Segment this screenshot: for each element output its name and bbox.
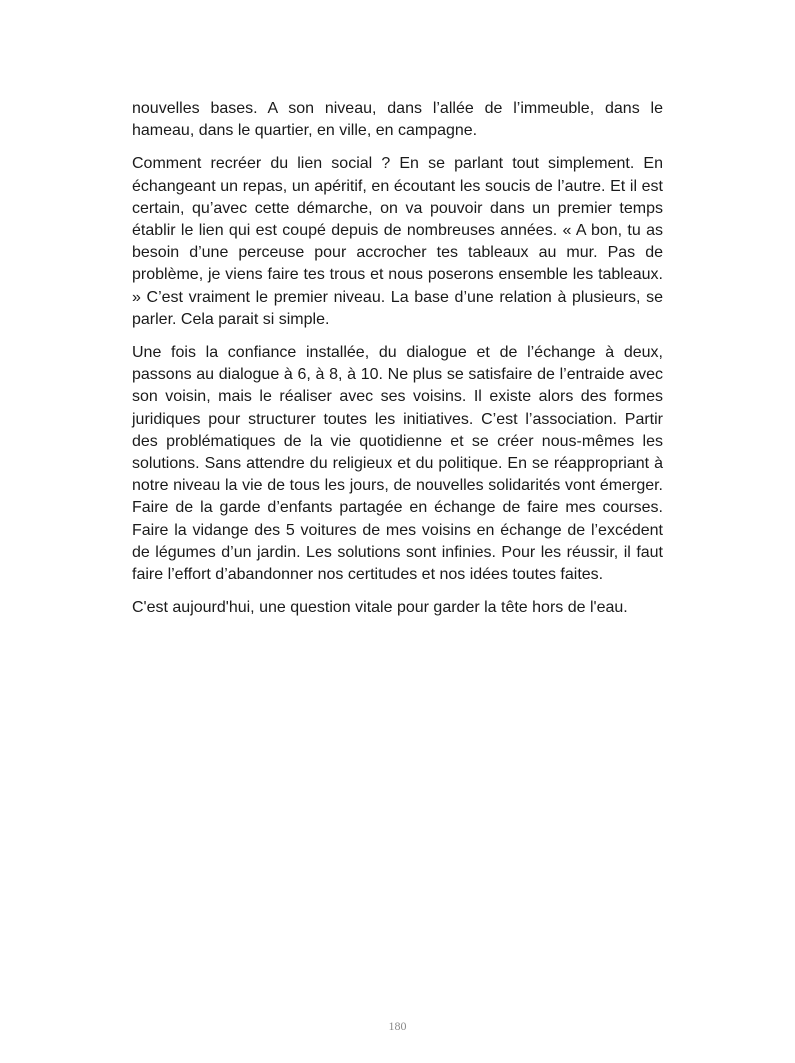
body-text: [132, 98, 663, 630]
paragraph-4: C'est aujourd'hui, une question vitale pour garder la tête hors de l'eau.: [132, 599, 628, 617]
paragraph-1: nouvelles bases. A son niveau, dans l’allée de l’immeuble, dans le hameau, dans le quartier, en ville, en campagne.: [132, 100, 663, 140]
paragraph-3: Une fois la confiance installée, du dialogue et de l’échange à deux, passons au dialogue à 6, à 8, à 10. Ne plus se satisfaire de l’entraide avec son voisin, mais le réaliser avec ses voisins. Il existe alors des formes juridiques pour structurer toutes les initiatives. C’est l’association. Partir des problématiques de la vie quotidienne et se créer nous-mêmes les solutions. Sans attendre du religieux et du politique. En se réappropriant à notre niveau la vie de tous les jours, de nouvelles solidarités vont émerger. Faire de la garde d’enfants partagée en échange de faire mes courses. Faire la vidange des 5 voitures de mes voisins en échange de l’excédent de légumes d’un jardin. Les solutions sont infinies. Pour les réussir, il faut faire l’effort d’abandonner nos certitudes et nos idées toutes faites.: [132, 344, 663, 584]
paragraph-2: Comment recréer du lien social ? En se parlant tout simplement. En échangeant un repas, un apéritif, en écoutant les soucis de l’autre. Et il est certain, qu’avec cette démarche, on va pouvoir dans un premier temps établir le lien qui est coupé depuis de nombreuses années. « A bon, tu as besoin d’une perceuse pour accrocher tes tableaux au mur. Pas de problème, je viens faire tes trous et nous poserons ensemble les tableaux. » C’est vraiment le premier niveau. La base d’une relation à plusieurs, se parler. Cela parait si simple.: [132, 155, 663, 328]
page-number: 180: [388, 1019, 407, 1033]
